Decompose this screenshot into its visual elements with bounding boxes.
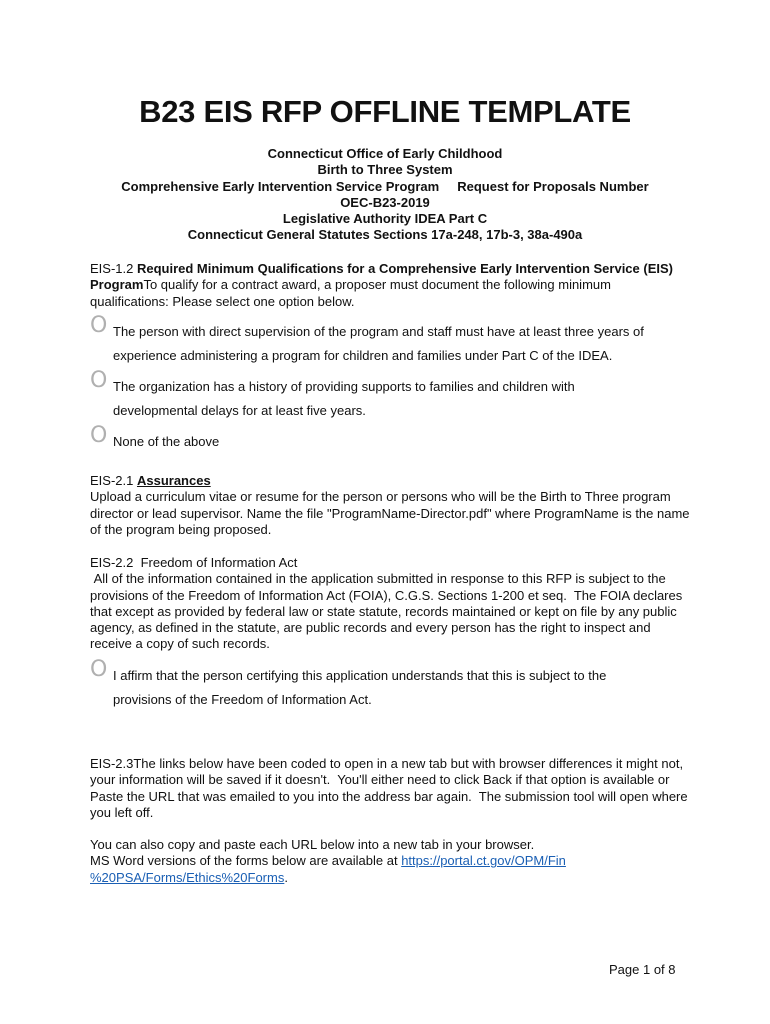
option-label xyxy=(113,375,693,423)
section-id: EIS-1.2 xyxy=(90,261,137,276)
section-text: To qualify for a contract award, a proposer must document the following minimum qualifications: Please select one option below. xyxy=(90,277,611,309)
option-label xyxy=(113,430,693,454)
forms-link-prefix: MS Word versions of the forms below are available at xyxy=(90,853,402,869)
option-label-line: The person with direct supervision of the program and staff must have at least three years of xyxy=(113,324,644,339)
option-label-line: I affirm that the person certifying this application understands that this is subject to the xyxy=(113,668,607,683)
section-id: EIS-2.1 xyxy=(90,473,137,488)
radio-unselected-icon[interactable]: O xyxy=(90,657,108,682)
page-title: B23 EIS RFP OFFLINE TEMPLATE xyxy=(139,94,631,129)
option-label-line: None of the above xyxy=(113,434,220,449)
forms-link[interactable]: https://portal.ct.gov/OPM/Fin xyxy=(401,853,566,869)
option-label xyxy=(113,320,693,368)
page-number: Page 1 of 8 xyxy=(609,962,676,977)
copy-instruction: You can also copy and paste each URL below into a new tab in your browser. xyxy=(90,837,535,853)
option-label-line: experience administering a program for children and families under Part C of the IDEA. xyxy=(113,348,613,363)
section-heading: EIS-2.2 Freedom of Information Act xyxy=(90,555,298,570)
section-text: Upload a curriculum vitae or resume for the person or persons who will be the Birth to Three program director or lead supervisor. Name the file "ProgramName-Director.pdf" where ProgramName is the name of the program being proposed. xyxy=(90,489,690,537)
header-line: Connecticut General Statutes Sections 17a-248, 17b-3, 38a-490a xyxy=(187,227,583,243)
option-label-line: developmental delays for at least five years. xyxy=(113,403,366,418)
header-line: OEC-B23-2019 xyxy=(340,194,430,210)
option-label xyxy=(113,664,693,712)
section-heading: Assurances xyxy=(136,473,211,488)
document-header xyxy=(0,146,770,244)
forms-link-continued[interactable]: %20PSA/Forms/Ethics%20Forms xyxy=(90,869,285,885)
section-text: EIS-2.3The links below have been coded to open in a new tab but with browser differences it might not, your information will be saved if it doesn't. You'll either need to click Back if that option is available or Paste the URL that was emailed to you into the address bar again. The submission tool will open where you left off. xyxy=(90,756,692,820)
section-2-2 xyxy=(90,555,690,653)
forms-link-suffix: . xyxy=(284,869,288,885)
section-1-2 xyxy=(90,261,690,310)
forms-link-line xyxy=(90,853,690,886)
option-label-line: The organization has a history of providing supports to families and children with xyxy=(113,379,575,394)
section-text: All of the information contained in the application submitted in response to this RFP is subject to the provisions of the Freedom of Information Act (FOIA), C.G.S. Sections 1-200 et seq. The FOIA declares that except as provided by federal law or state statute, records maintained or kept on file by any public agency, as defined in the statute, are public records and every person has the right to inspect and receive a copy of such records. xyxy=(90,571,686,652)
radio-unselected-icon[interactable]: O xyxy=(90,423,108,448)
header-line: Comprehensive Early Intervention Service Program Request for Proposals Number xyxy=(121,178,649,194)
header-line: Connecticut Office of Early Childhood xyxy=(267,146,503,161)
header-line: Legislative Authority IDEA Part C xyxy=(282,211,488,227)
section-2-3 xyxy=(90,756,690,886)
option-label-line: provisions of the Freedom of Information Act. xyxy=(113,692,372,707)
radio-unselected-icon[interactable]: O xyxy=(90,368,108,393)
section-heading: Required Minimum Qualifications for a Comprehensive Early Intervention Service (EIS) Program xyxy=(90,261,673,293)
header-line: Birth to Three System xyxy=(317,162,453,178)
section-2-1 xyxy=(90,473,690,538)
radio-unselected-icon[interactable]: O xyxy=(90,313,108,338)
